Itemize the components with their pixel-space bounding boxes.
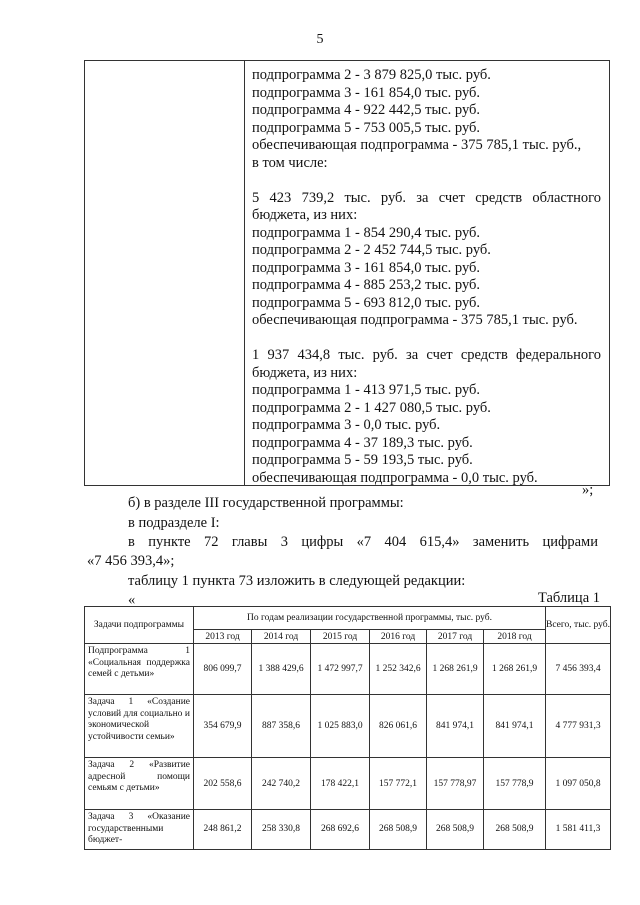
- column-divider: [244, 61, 245, 485]
- funding-line: бюджета, из них:: [252, 207, 358, 223]
- year-header: 2018 год: [484, 630, 546, 644]
- table-row: [85, 758, 611, 810]
- task-cell: [85, 644, 194, 695]
- task-cell: [85, 810, 194, 850]
- value-cell: 354 679,9: [194, 695, 252, 758]
- header-total: Всего, тыс. руб.: [546, 607, 611, 644]
- value-cell: 1 388 429,6: [252, 644, 311, 695]
- regional-budget-line: 5 423 739,2 тыс. руб. за счет средств областного: [252, 189, 601, 206]
- value-cell: 268 692,6: [311, 810, 370, 850]
- year-header: 2013 год: [194, 630, 252, 644]
- funding-line: подпрограмма 2 - 3 879 825,0 тыс. руб.: [252, 67, 491, 83]
- value-cell: 268 508,9: [370, 810, 427, 850]
- task-cell: [85, 695, 194, 758]
- paragraph-new-figure: «7 456 393,4»;: [87, 553, 175, 569]
- open-quote-mark: «: [128, 592, 136, 608]
- funding-line: подпрограмма 1 - 413 971,5 тыс. руб.: [252, 382, 481, 398]
- value-cell: 1 472 997,7: [311, 644, 370, 695]
- value-cell: 1 252 342,6: [370, 644, 427, 695]
- funding-line: подпрограмма 4 - 885 253,2 тыс. руб.: [252, 277, 481, 293]
- funding-line: подпрограмма 3 - 0,0 тыс. руб.: [252, 417, 441, 433]
- value-cell: 242 740,2: [252, 758, 311, 810]
- funding-line: подпрограмма 5 - 59 193,5 тыс. руб.: [252, 452, 473, 468]
- value-cell: 268 508,9: [427, 810, 484, 850]
- value-cell: 258 330,8: [252, 810, 311, 850]
- year-header: 2017 год: [427, 630, 484, 644]
- closing-quote-mark: »;: [582, 482, 594, 498]
- funding-line: подпрограмма 3 - 161 854,0 тыс. руб.: [252, 259, 481, 276]
- funding-line: подпрограмма 5 - 693 812,0 тыс. руб.: [252, 294, 481, 311]
- table-label: Таблица 1: [537, 590, 600, 606]
- paragraph-subsection: в подразделе I:: [128, 515, 220, 531]
- value-cell: 1 025 883,0: [311, 695, 370, 758]
- value-cell: 202 558,6: [194, 758, 252, 810]
- year-header: 2014 год: [252, 630, 311, 644]
- task-text: Подпрограмма 1 «Социальная поддержка семей с детьми»: [88, 646, 190, 679]
- subprogram-funding-table: [84, 606, 611, 850]
- funding-line: бюджета, из них:: [252, 364, 358, 381]
- table-row: [85, 695, 611, 758]
- table-row: [85, 644, 611, 695]
- page-number: 5: [316, 32, 324, 47]
- value-cell: 826 061,6: [370, 695, 427, 758]
- funding-line: подпрограмма 2 - 1 427 080,5 тыс. руб.: [252, 399, 491, 416]
- value-cell: 157 778,9: [484, 758, 546, 810]
- total-cell: 7 456 393,4: [546, 644, 611, 695]
- federal-budget-line: 1 937 434,8 тыс. руб. за счет средств федерального: [252, 347, 601, 363]
- paragraph-replace-figures: в пункте 72 главы 3 цифры «7 404 615,4» заменить цифрами: [128, 534, 598, 550]
- total-cell: 1 097 050,8: [546, 758, 611, 810]
- funding-line: подпрограмма 3 - 161 854,0 тыс. руб.: [252, 84, 481, 101]
- value-cell: 806 099,7: [194, 644, 252, 695]
- funding-line: в том числе:: [252, 154, 328, 171]
- value-cell: 178 422,1: [311, 758, 370, 810]
- funding-line: подпрограмма 1 - 854 290,4 тыс. руб.: [252, 224, 481, 241]
- total-cell: 4 777 931,3: [546, 695, 611, 758]
- value-cell: 157 772,1: [370, 758, 427, 810]
- paragraph-table-instruction: таблицу 1 пункта 73 изложить в следующей редакции:: [128, 573, 466, 589]
- value-cell: 1 268 261,9: [484, 644, 546, 695]
- funding-line: подпрограмма 5 - 753 005,5 тыс. руб.: [252, 119, 481, 136]
- header-years: По годам реализации государственной программы, тыс. руб.: [194, 607, 546, 630]
- funding-line: подпрограмма 4 - 922 442,5 тыс. руб.: [252, 102, 481, 118]
- value-cell: 841 974,1: [427, 695, 484, 758]
- task-text: Задача 3 «Оказание государственными бюджет-: [88, 812, 190, 845]
- value-cell: 1 268 261,9: [427, 644, 484, 695]
- funding-line: подпрограмма 4 - 37 189,3 тыс. руб.: [252, 434, 473, 451]
- paragraph-section-iii: б) в разделе III государственной программы:: [128, 495, 404, 511]
- funding-line: обеспечивающая подпрограмма - 375 785,1 тыс. руб.,: [252, 137, 582, 153]
- year-header: 2015 год: [311, 630, 370, 644]
- value-cell: 157 778,97: [427, 758, 484, 810]
- table-row: [85, 810, 611, 850]
- header-tasks: Задачи подпрограммы: [85, 607, 194, 644]
- total-cell: 1 581 411,3: [546, 810, 611, 850]
- value-cell: 268 508,9: [484, 810, 546, 850]
- funding-line: обеспечивающая подпрограмма - 375 785,1 тыс. руб.: [252, 312, 578, 328]
- year-header: 2016 год: [370, 630, 427, 644]
- funding-table-fragment: [84, 60, 610, 486]
- value-cell: 841 974,1: [484, 695, 546, 758]
- funding-line: обеспечивающая подпрограмма - 0,0 тыс. руб.: [252, 469, 538, 486]
- value-cell: 248 861,2: [194, 810, 252, 850]
- task-text: Задача 1 «Создание условий для социально и экономической устойчивости семьи»: [88, 697, 190, 742]
- value-cell: 887 358,6: [252, 695, 311, 758]
- task-cell: [85, 758, 194, 810]
- funding-line: подпрограмма 2 - 2 452 744,5 тыс. руб.: [252, 242, 491, 258]
- funding-text-cell: [252, 67, 601, 487]
- task-text: Задача 2 «Развитие адресной помощи семьям с детьми»: [88, 760, 190, 793]
